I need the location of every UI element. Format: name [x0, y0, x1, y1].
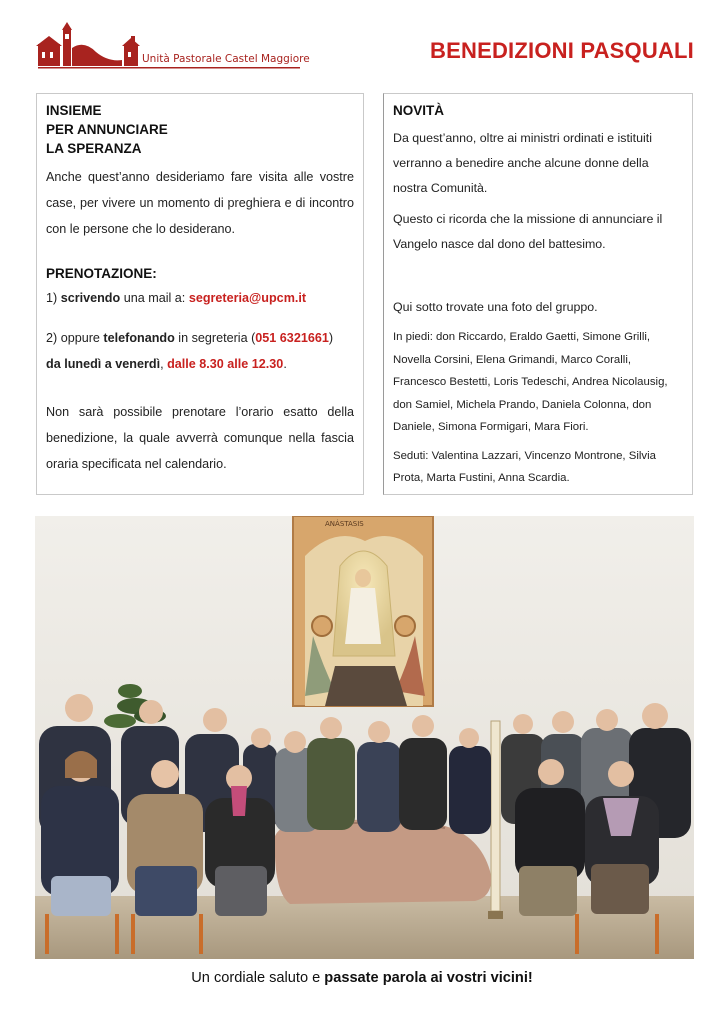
info-box-news — [383, 93, 693, 495]
booking-heading: PRENOTAZIONE: — [46, 266, 157, 281]
standing-names: In piedi: don Riccardo, Eraldo Gaetti, Simone Grilli, Novella Corsini, Elena Grimandi, Marco Coralli, Francesco Bestetti, Loris Tedeschi, Andrea Nicolausig, don Samiel, Michela Prando, Daniela Colonna, don Daniele, Simona Formigari, Mara Fiori. — [393, 331, 668, 433]
intro-paragraph: Anche quest’anno desideriamo fare visita alle vostre case, per vivere un momento di preghiera e di incontro con le persone che lo desiderano. — [46, 170, 354, 236]
group-photo — [35, 516, 694, 959]
closing-greeting: Un cordiale saluto e passate parola ai vostri vicini! — [191, 970, 533, 986]
box-heading-line: PER ANNUNCIARE — [46, 122, 168, 137]
news-paragraph-2: Questo ci ricorda che la missione di annunciare il Vangelo nasce dal dono del battesimo. — [393, 212, 663, 251]
resurrection-icon-painting — [293, 516, 433, 706]
email-link[interactable]: segreteria@upcm.it — [188, 291, 307, 305]
info-box-booking — [36, 93, 364, 495]
page-title: BENEDIZIONI PASQUALI — [430, 38, 694, 63]
news-paragraph-1: Da quest’anno, oltre ai ministri ordinati e istituiti verranno a benedire anche alcune donne della nostra Comunità. — [393, 131, 652, 195]
note-paragraph: Non sarà possibile prenotare l’orario esatto della benedizione, la quale avverrà comunque nella fascia oraria specificata nel calendario. — [46, 405, 354, 471]
box-heading-line: LA SPERANZA — [46, 141, 142, 156]
icon-inscription: ANÁSTASIS — [325, 520, 364, 528]
box-heading-line: INSIEME — [46, 103, 102, 118]
parish-name: Unità Pastorale Castel Maggiore — [142, 53, 310, 65]
photo-intro: Qui sotto trovate una foto del gruppo. — [393, 300, 598, 314]
phone-option: 2) oppure telefonando in segreteria (051 6321661) da lunedì a venerdì, dalle 8.30 alle 12.30. — [46, 331, 334, 371]
seated-names: Seduti: Valentina Lazzari, Vincenzo Montrone, Silvia Prota, Marta Fustini, Anna Scardia. — [393, 449, 656, 484]
group-photo-illustration — [35, 516, 694, 959]
paschal-candle — [491, 721, 500, 911]
office-hours: dalle 8.30 alle 12.30 — [167, 357, 284, 371]
news-heading: NOVITÀ — [393, 103, 445, 118]
phone-number[interactable]: 051 6321661 — [255, 331, 329, 345]
mail-option: 1) scrivendo una mail a: segreteria@upcm.it — [46, 291, 307, 305]
